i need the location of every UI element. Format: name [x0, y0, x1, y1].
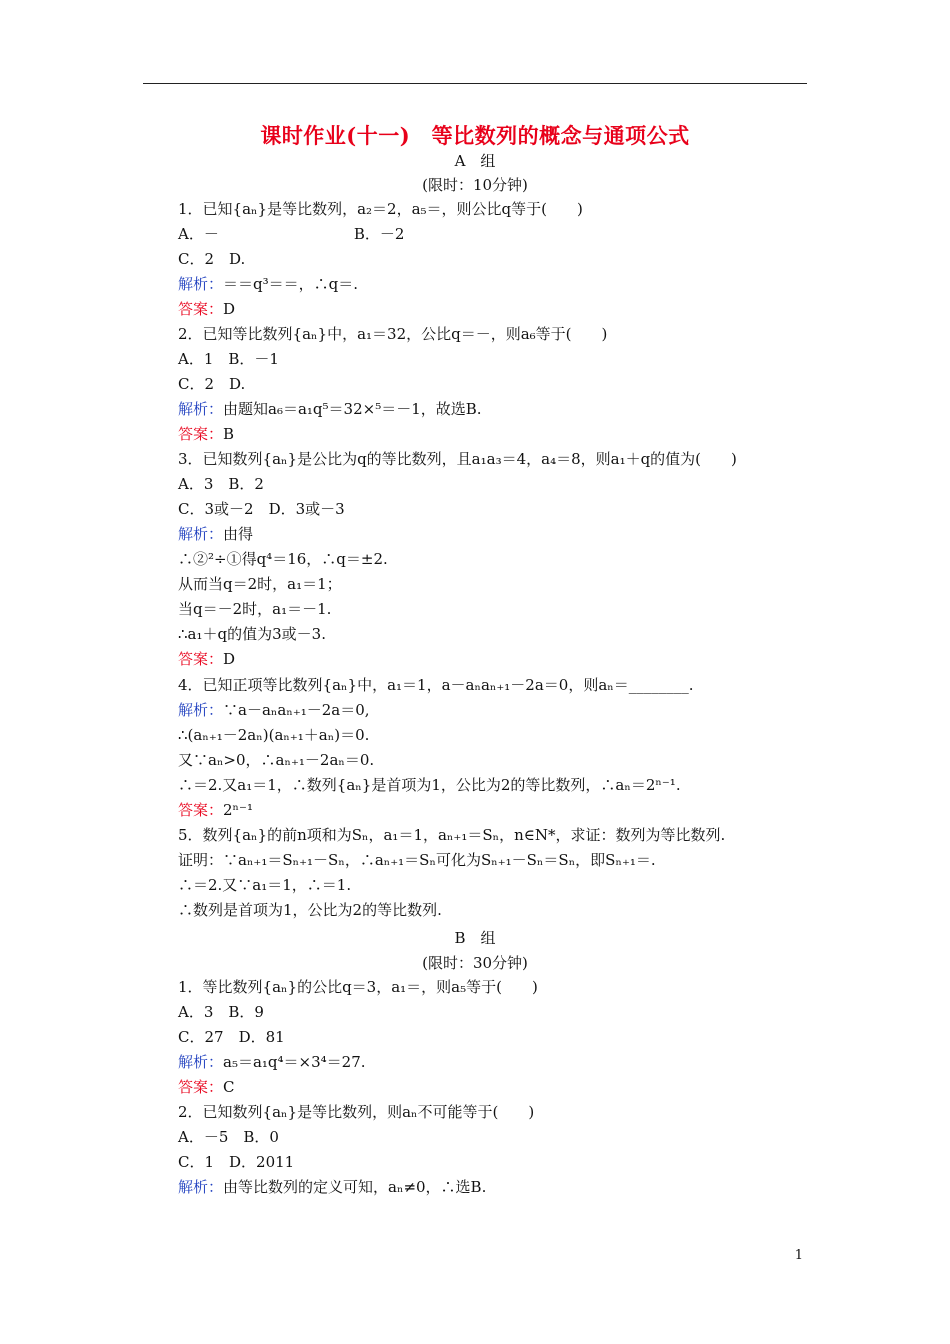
- line-text: C．3或－2 D．3或－3: [178, 500, 345, 518]
- answer-label: 答案：: [178, 425, 224, 443]
- answer-line: [178, 800, 253, 820]
- text-line: [178, 900, 442, 920]
- line-text: D: [223, 650, 236, 668]
- line-text: A．－ B．－2: [178, 225, 405, 243]
- analysis-line: [178, 524, 253, 544]
- line-text: 由题知a₆＝a₁q⁵＝32×⁵＝－1，故选B.: [223, 400, 482, 418]
- analysis-line: [178, 700, 370, 720]
- line-text: 3．已知数列{aₙ}是公比为q的等比数列，且a₁a₃＝4，a₄＝8，则a₁＋q的值为( ): [178, 450, 737, 468]
- line-text: A．3 B．9: [178, 1003, 264, 1021]
- line-text: 由得: [223, 525, 254, 543]
- line-text: ∴(aₙ₊₁－2aₙ)(aₙ₊₁＋aₙ)＝0.: [178, 726, 370, 744]
- line-text: ＝＝q³＝＝，∴q＝.: [223, 275, 359, 293]
- text-line: [178, 1152, 294, 1172]
- line-text: 4．已知正项等比数列{aₙ}中，a₁＝1，a－aₙaₙ₊₁－2a＝0，则aₙ＝________.: [178, 676, 694, 694]
- text-line: [178, 249, 245, 269]
- text-line: [178, 1127, 279, 1147]
- line-text: D: [223, 300, 236, 318]
- analysis-label: 解析：: [178, 1053, 224, 1071]
- text-line: [178, 675, 694, 695]
- text-line: [178, 474, 264, 494]
- text-line: [178, 875, 351, 895]
- line-text: 证明：∵aₙ₊₁＝Sₙ₊₁－Sₙ，∴aₙ₊₁＝Sₙ可化为Sₙ₊₁－Sₙ＝Sₙ，即Sₙ₊₁＝.: [178, 851, 656, 869]
- line-text: 2．已知等比数列{aₙ}中，a₁＝32，公比q＝－，则a₆等于( ): [178, 325, 608, 343]
- analysis-line: [178, 1052, 366, 1072]
- text-line: [178, 349, 279, 369]
- analysis-label: 解析：: [178, 701, 224, 719]
- line-text: a₅＝a₁q⁴＝×3⁴＝27.: [223, 1053, 366, 1071]
- text-line: [178, 1102, 534, 1122]
- line-text: C．2 D.: [178, 375, 246, 393]
- text-line: [178, 449, 737, 469]
- text-line: [178, 624, 326, 644]
- text-line: [178, 499, 345, 519]
- text-line: [178, 1027, 285, 1047]
- line-text: C．27 D．81: [178, 1028, 285, 1046]
- answer-line: [178, 1077, 235, 1097]
- answer-line: [178, 424, 234, 444]
- line-text: 5．数列{aₙ}的前n项和为Sₙ，a₁＝1，aₙ₊₁＝Sₙ，n∈N*，求证：数列为等比数列.: [178, 826, 726, 844]
- group-b-time-limit: (限时：30分钟): [422, 954, 528, 972]
- group-a-time-limit: (限时：10分钟): [422, 176, 528, 194]
- line-text: C．1 D．2011: [178, 1153, 295, 1171]
- answer-label: 答案：: [178, 650, 224, 668]
- analysis-line: [178, 274, 358, 294]
- answer-label: 答案：: [178, 801, 224, 819]
- text-line: [178, 725, 369, 745]
- line-text: C: [223, 1078, 235, 1096]
- page-number: 1: [794, 1248, 803, 1263]
- line-text: ∴＝2.又∵a₁＝1，∴＝1.: [178, 876, 352, 894]
- text-line: [178, 199, 583, 219]
- text-line: [178, 850, 656, 870]
- text-line: [178, 775, 681, 795]
- answer-label: 答案：: [178, 300, 224, 318]
- text-line: [178, 549, 388, 569]
- text-line: [178, 599, 331, 619]
- line-text: ∴数列是首项为1，公比为2的等比数列.: [178, 901, 442, 919]
- line-text: A．1 B．－1: [178, 350, 279, 368]
- analysis-line: [178, 399, 482, 419]
- answer-line: [178, 299, 235, 319]
- answer-line: [178, 649, 235, 669]
- line-text: ∴②²÷①得q⁴＝16，∴q＝±2.: [178, 550, 388, 568]
- group-b-label: B 组: [454, 929, 496, 947]
- line-text: 又∵aₙ>0，∴aₙ₊₁－2aₙ＝0.: [178, 751, 375, 769]
- page-title: 课时作业(十一) 等比数列的概念与通项公式: [260, 123, 690, 148]
- line-text: B: [223, 425, 235, 443]
- group-a-label: A 组: [454, 152, 496, 170]
- line-text: A．3 B．2: [178, 475, 264, 493]
- analysis-label: 解析：: [178, 1178, 224, 1196]
- text-line: [178, 825, 725, 845]
- line-text: 从而当q＝2时，a₁＝1；: [178, 575, 342, 593]
- line-text: A．－5 B．0: [178, 1128, 279, 1146]
- analysis-line: [178, 1177, 486, 1197]
- text-line: [178, 750, 374, 770]
- line-text: 1．等比数列{aₙ}的公比q＝3，a₁＝，则a₅等于( ): [178, 978, 538, 996]
- text-line: [178, 224, 404, 244]
- header-rule: [143, 83, 807, 84]
- line-text: 1．已知{aₙ}是等比数列，a₂＝2，a₅＝，则公比q等于( ): [178, 200, 583, 218]
- text-line: [178, 324, 607, 344]
- analysis-label: 解析：: [178, 275, 224, 293]
- line-text: ∴＝2.又a₁＝1，∴数列{aₙ}是首项为1，公比为2的等比数列，∴aₙ＝2ⁿ⁻¹.: [178, 776, 681, 794]
- analysis-label: 解析：: [178, 400, 224, 418]
- line-text: 由等比数列的定义可知，aₙ≠0，∴选B.: [223, 1178, 487, 1196]
- text-line: [178, 374, 245, 394]
- line-text: 2．已知数列{aₙ}是等比数列，则aₙ不可能等于( ): [178, 1103, 535, 1121]
- answer-label: 答案：: [178, 1078, 224, 1096]
- text-line: [178, 574, 342, 594]
- line-text: 当q＝－2时，a₁＝－1.: [178, 600, 332, 618]
- text-line: [178, 1002, 264, 1022]
- text-line: [178, 977, 538, 997]
- analysis-label: 解析：: [178, 525, 224, 543]
- line-text: ∵a－aₙaₙ₊₁－2a＝0,: [223, 701, 370, 719]
- line-text: C．2 D.: [178, 250, 246, 268]
- line-text: ∴a₁＋q的值为3或－3.: [178, 625, 326, 643]
- line-text: 2ⁿ⁻¹: [223, 801, 253, 819]
